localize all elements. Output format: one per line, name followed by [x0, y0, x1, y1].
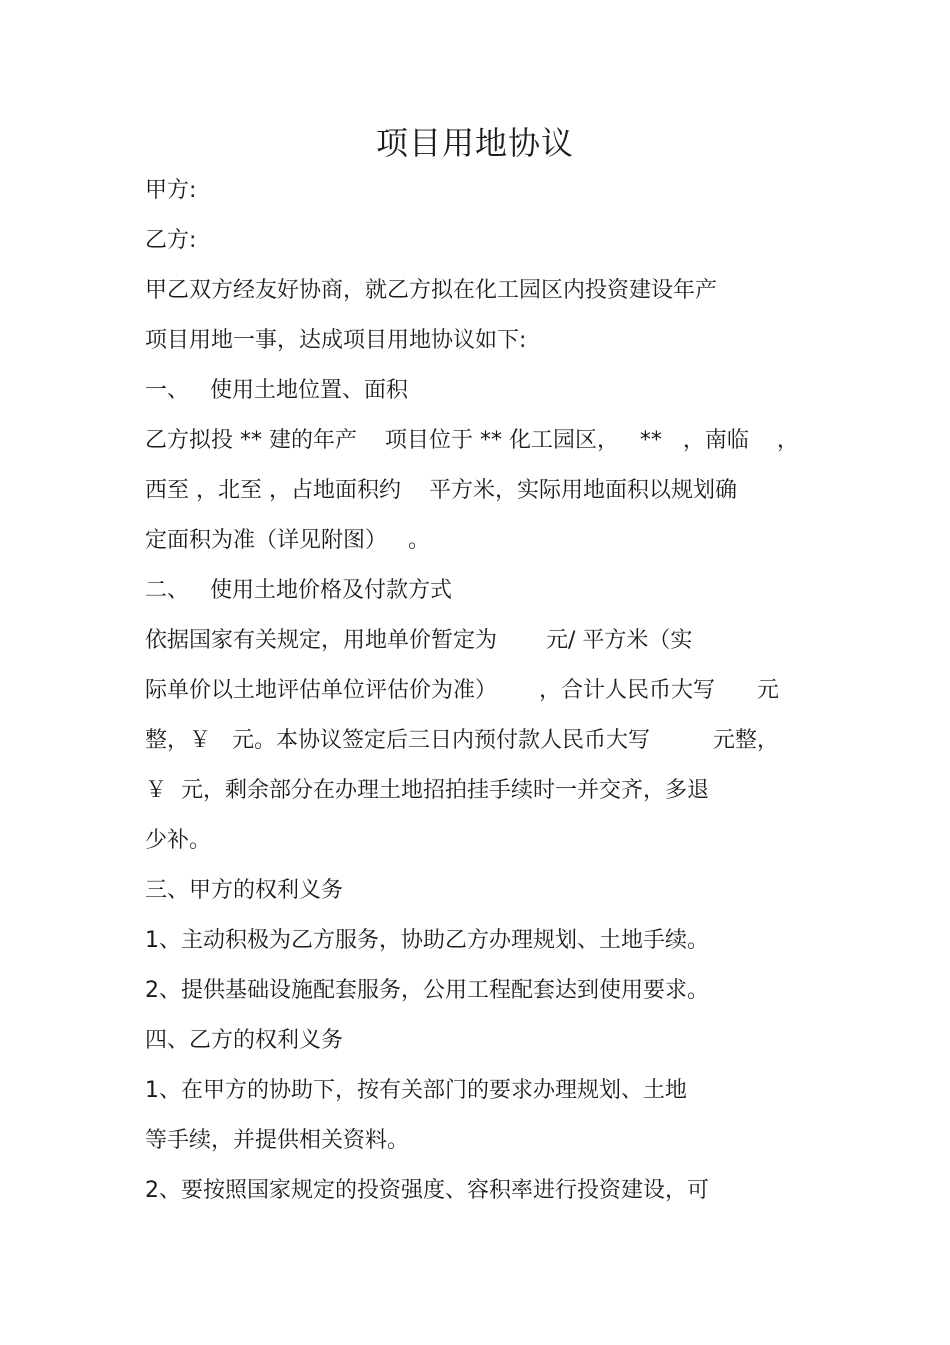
paragraph-line: 定面积为准（详见附图） 。 — [145, 528, 430, 553]
section-heading-2: 二、 使用土地价格及付款方式 — [145, 578, 452, 603]
list-item: 2、要按照国家规定的投资强度、容积率进行投资建设，可 — [145, 1178, 709, 1203]
paragraph-line: 整，￥ 元。本协议签定后三日内预付款人民币大写 元整， — [145, 728, 779, 753]
paragraph-line: 等手续，并提供相关资料。 — [145, 1128, 410, 1153]
paragraph-line: 依据国家有关规定，用地单价暂定为 元/ 平方米（实 — [145, 628, 693, 653]
section-heading-1: 一、 使用土地位置、面积 — [145, 378, 408, 403]
party-a-line: 甲方: — [145, 178, 197, 203]
section-heading-4: 四、乙方的权利义务 — [145, 1028, 344, 1053]
paragraph-line: 乙方拟投 ** 建的年产 项目位于 ** 化工园区， ** ，南临 ， — [145, 428, 799, 453]
paragraph-line: ￥ 元，剩余部分在办理土地招拍挂手续时一并交齐，多退 — [145, 778, 709, 803]
party-b-line: 乙方: — [145, 228, 197, 253]
paragraph-line: 甲乙双方经友好协商，就乙方拟在化工园区内投资建设年产 — [145, 278, 718, 303]
paragraph-line: 西至 ，北至 ，占地面积约 平方米，实际用地面积以规划确 — [145, 478, 737, 503]
paragraph-line: 际单价以土地评估单位评估价为准） ，合计人民币大写 元 — [145, 678, 779, 703]
list-item: 1、主动积极为乙方服务，协助乙方办理规划、土地手续。 — [145, 928, 709, 953]
paragraph-line: 少补。 — [145, 828, 212, 853]
list-item: 2、提供基础设施配套服务，公用工程配套达到使用要求。 — [145, 978, 709, 1003]
section-heading-3: 三、甲方的权利义务 — [145, 878, 344, 903]
document-title: 项目用地协议 — [375, 124, 574, 162]
paragraph-line: 项目用地一事，达成项目用地协议如下: — [145, 328, 527, 353]
list-item: 1、在甲方的协助下，按有关部门的要求办理规划、土地 — [145, 1078, 687, 1103]
